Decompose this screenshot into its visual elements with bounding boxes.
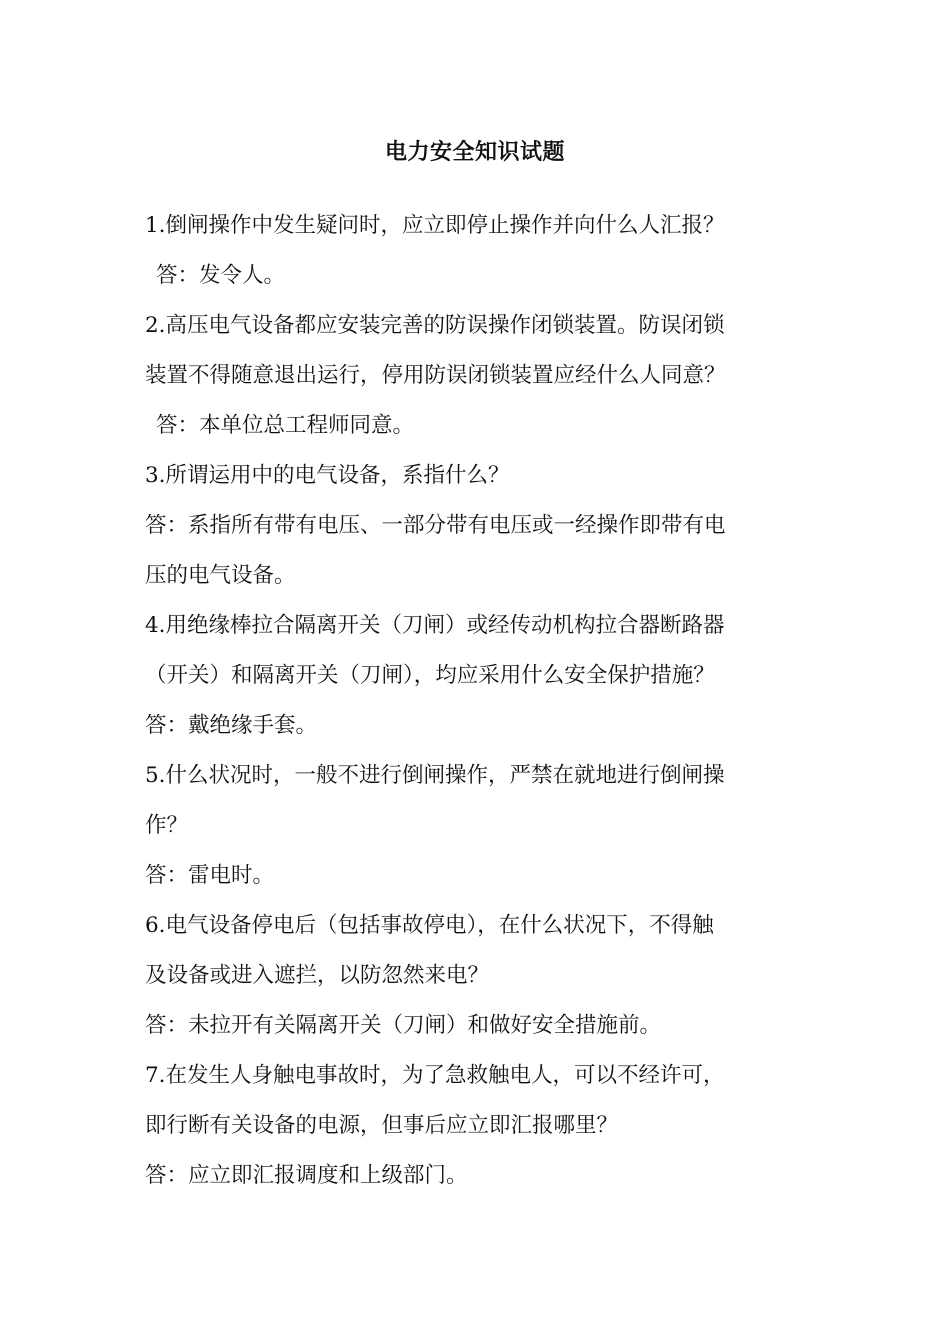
- question-7-line-1: 7.在发生人身触电事故时，为了急救触电人，可以不经许可，: [145, 1063, 725, 1088]
- answer-5: 答：雷电时。: [145, 863, 275, 888]
- question-5-line-1: 5.什么状况时，一般不进行倒闸操作，严禁在就地进行倒闸操: [145, 763, 725, 788]
- question-6-line-2: 及设备或进入遮拦，以防忽然来电？: [145, 963, 490, 988]
- question-4-line-2: （开关）和隔离开关（刀闸），均应采用什么安全保护措施？: [145, 663, 715, 688]
- question-3-line-1: 3.所谓运用中的电气设备，系指什么？: [145, 463, 510, 488]
- question-7-line-2: 即行断有关设备的电源，但事后应立即汇报哪里？: [145, 1113, 619, 1138]
- answer-3-line-1: 答：系指所有带有电压、一部分带有电压或一经操作即带有电: [145, 513, 726, 538]
- answer-1: 答：发令人。: [156, 263, 286, 288]
- answer-4: 答：戴绝缘手套。: [145, 713, 318, 738]
- question-6-line-1: 6.电气设备停电后（包括事故停电），在什么状况下，不得触: [145, 913, 714, 938]
- document-title: 电力安全知识试题: [384, 140, 565, 165]
- answer-7: 答：应立即汇报调度和上级部门。: [145, 1163, 468, 1188]
- question-2-line-1: 2.高压电气设备都应安装完善的防误操作闭锁装置。防误闭锁: [145, 313, 725, 338]
- question-5-line-2: 作？: [145, 813, 189, 838]
- answer-6: 答：未拉开有关隔离开关（刀闸）和做好安全措施前。: [145, 1013, 662, 1038]
- question-1-line-1: 1.倒闸操作中发生疑问时，应立即停止操作并向什么人汇报？: [145, 213, 725, 238]
- question-2-line-2: 装置不得随意退出运行，停用防误闭锁装置应经什么人同意？: [145, 363, 726, 388]
- answer-3-line-2: 压的电气设备。: [145, 563, 296, 588]
- question-4-line-1: 4.用绝缘棒拉合隔离开关（刀闸）或经传动机构拉合器断路器: [145, 613, 725, 638]
- answer-2: 答：本单位总工程师同意。: [156, 413, 415, 438]
- document-body: [145, 201, 805, 1201]
